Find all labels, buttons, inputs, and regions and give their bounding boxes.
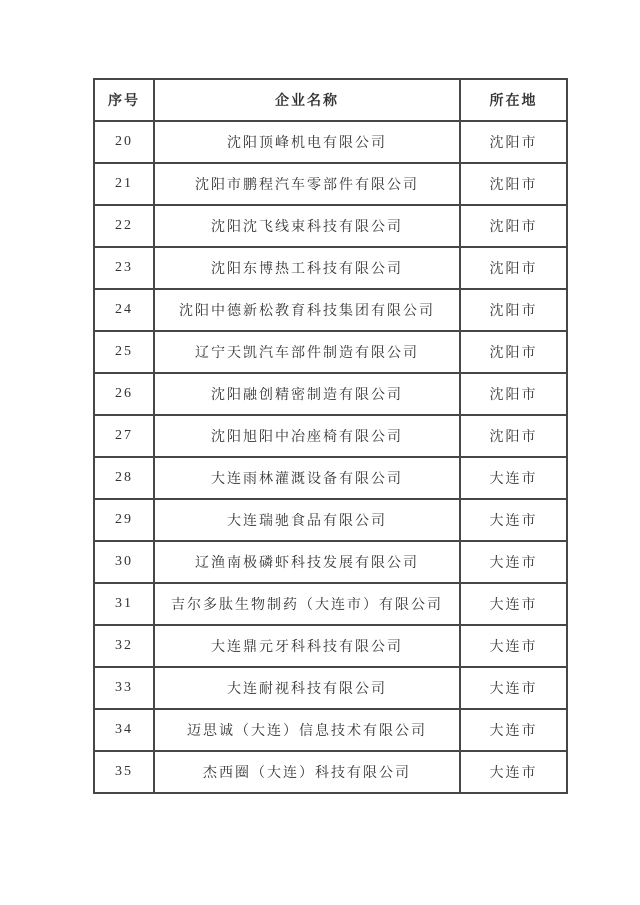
- cell-city: 沈阳市: [460, 373, 567, 415]
- table-row: [94, 625, 567, 667]
- cell-index: 33: [94, 667, 154, 709]
- cell-index: 30: [94, 541, 154, 583]
- cell-city: 沈阳市: [460, 121, 567, 163]
- cell-index: 25: [94, 331, 154, 373]
- cell-index: 23: [94, 247, 154, 289]
- cell-index: 29: [94, 499, 154, 541]
- cell-city: 大连市: [460, 751, 567, 793]
- table-header: [94, 79, 567, 121]
- table-row: [94, 499, 567, 541]
- cell-city: 大连市: [460, 709, 567, 751]
- cell-city: 沈阳市: [460, 331, 567, 373]
- table-row: [94, 331, 567, 373]
- cell-name: 迈思诚（大连）信息技术有限公司: [154, 709, 460, 751]
- cell-index: 34: [94, 709, 154, 751]
- cell-name: 辽渔南极磷虾科技发展有限公司: [154, 541, 460, 583]
- cell-city: 大连市: [460, 457, 567, 499]
- cell-name: 大连雨林灌溉设备有限公司: [154, 457, 460, 499]
- cell-name: 沈阳市鹏程汽车零部件有限公司: [154, 163, 460, 205]
- cell-name: 沈阳东博热工科技有限公司: [154, 247, 460, 289]
- cell-name: 沈阳融创精密制造有限公司: [154, 373, 460, 415]
- cell-index: 20: [94, 121, 154, 163]
- cell-index: 26: [94, 373, 154, 415]
- table-row: [94, 373, 567, 415]
- cell-index: 24: [94, 289, 154, 331]
- table-row: [94, 415, 567, 457]
- cell-city: 沈阳市: [460, 415, 567, 457]
- cell-name: 沈阳中德新松教育科技集团有限公司: [154, 289, 460, 331]
- cell-name: 沈阳旭阳中冶座椅有限公司: [154, 415, 460, 457]
- cell-index: 32: [94, 625, 154, 667]
- cell-index: 35: [94, 751, 154, 793]
- table-body: [94, 121, 567, 793]
- cell-index: 31: [94, 583, 154, 625]
- cell-name: 沈阳顶峰机电有限公司: [154, 121, 460, 163]
- cell-city: 大连市: [460, 667, 567, 709]
- cell-index: 21: [94, 163, 154, 205]
- cell-name: 辽宁天凯汽车部件制造有限公司: [154, 331, 460, 373]
- table-row: [94, 541, 567, 583]
- header-cell-city: 所在地: [460, 79, 567, 121]
- cell-city: 大连市: [460, 625, 567, 667]
- cell-name: 吉尔多肽生物制药（大连市）有限公司: [154, 583, 460, 625]
- cell-name: 杰西圈（大连）科技有限公司: [154, 751, 460, 793]
- cell-name: 沈阳沈飞线束科技有限公司: [154, 205, 460, 247]
- header-cell-name: 企业名称: [154, 79, 460, 121]
- cell-city: 大连市: [460, 541, 567, 583]
- cell-index: 22: [94, 205, 154, 247]
- cell-city: 大连市: [460, 499, 567, 541]
- table-row: [94, 667, 567, 709]
- header-row: [94, 79, 567, 121]
- table-row: [94, 289, 567, 331]
- table-row: [94, 709, 567, 751]
- cell-index: 28: [94, 457, 154, 499]
- cell-name: 大连瑞驰食品有限公司: [154, 499, 460, 541]
- cell-city: 大连市: [460, 583, 567, 625]
- cell-city: 沈阳市: [460, 289, 567, 331]
- cell-name: 大连耐视科技有限公司: [154, 667, 460, 709]
- header-cell-index: 序号: [94, 79, 154, 121]
- cell-city: 沈阳市: [460, 247, 567, 289]
- table-row: [94, 205, 567, 247]
- cell-index: 27: [94, 415, 154, 457]
- table-row: [94, 457, 567, 499]
- cell-name: 大连鼎元牙科科技有限公司: [154, 625, 460, 667]
- cell-city: 沈阳市: [460, 163, 567, 205]
- table-row: [94, 751, 567, 793]
- table-row: [94, 121, 567, 163]
- table-row: [94, 583, 567, 625]
- cell-city: 沈阳市: [460, 205, 567, 247]
- table-row: [94, 163, 567, 205]
- enterprise-table: [93, 78, 568, 794]
- table-row: [94, 247, 567, 289]
